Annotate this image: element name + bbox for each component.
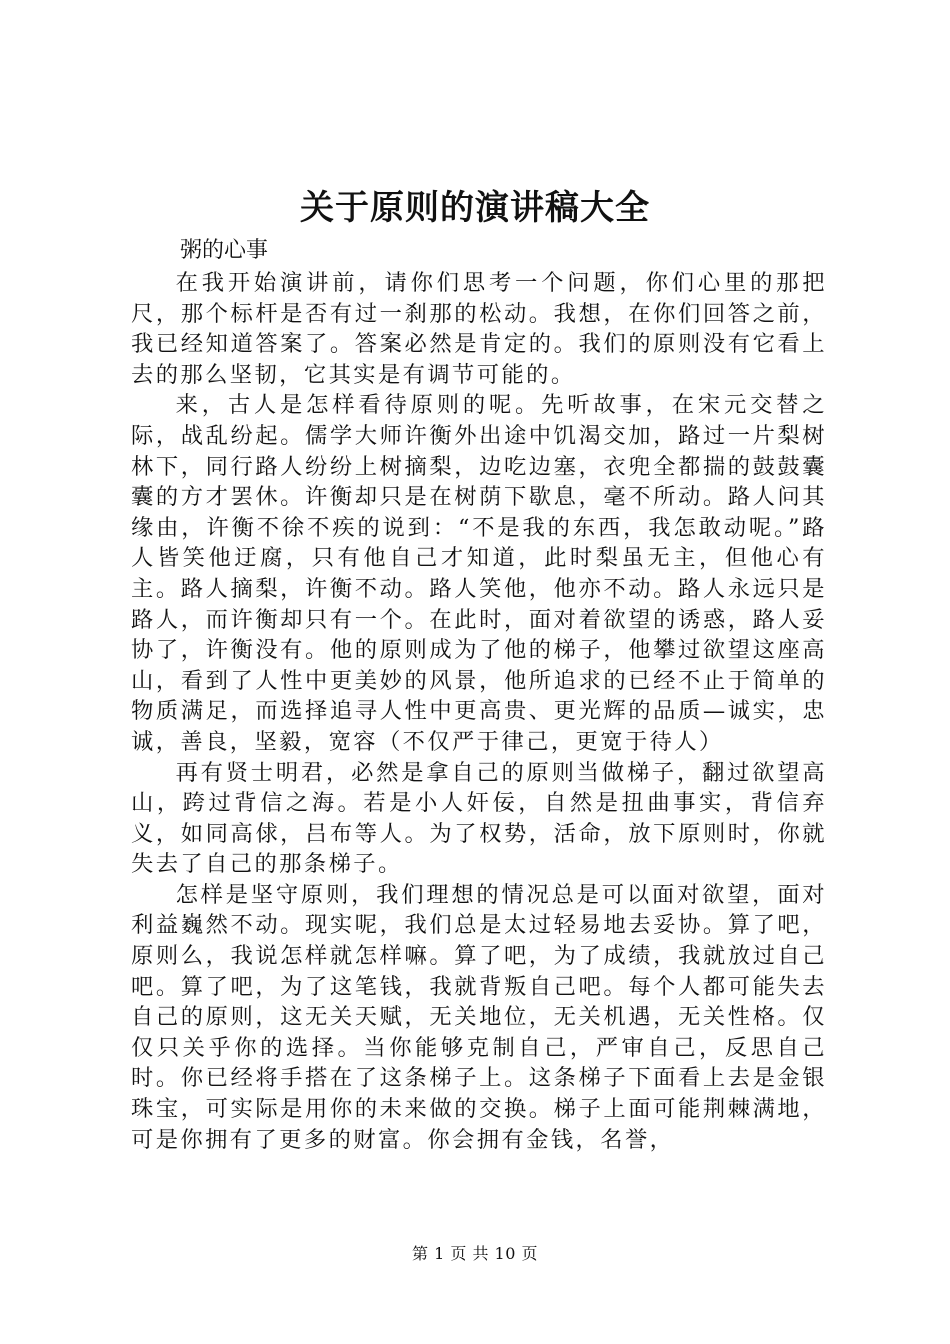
paragraph: 在我开始演讲前，请你们思考一个问题，你们心里的那把尺，那个标杆是否有过一刹那的松动。我想，在你们回答之前，我已经知道答案了。答案必然是肯定的。我们的原则没有它看上去的那么坚韧，它其实是有调节可能的。 xyxy=(131,270,827,388)
document-subtitle: 粥的心事 xyxy=(180,238,269,263)
paragraph: 来，古人是怎样看待原则的呢。先听故事，在宋元交替之际，战乱纷起。儒学大师许衡外出途中饥渴交加，路过一片梨树林下，同行路人纷纷上树摘梨，边吃边塞，衣兜全都揣的鼓鼓囊囊的方才罢休。许衡却只是在树荫下歇息，毫不所动。路人问其缘由，许衡不徐不疾的说到：“不是我的东西，我怎敢动呢。”路人皆笑他迂腐，只有他自己才知道，此时梨虽无主，但他心有主。路人摘梨，许衡不动。路人笑他，他亦不动。路人永远只是路人，而许衡却只有一个。在此时，面对着欲望的诱惑，路人妥协了，许衡没有。他的原则成为了他的梯子，他攀过欲望这座高山，看到了人性中更美妙的风景，他所追求的已经不止于简单的物质满足，而选择追寻人性中更高贵、更光辉的品质—诚实，忠诚，善良，坚毅，宽容（不仅严于律己，更宽于待人） xyxy=(131,392,827,755)
page-number-footer: 第 1 页 共 10 页 xyxy=(412,1244,538,1263)
paragraph: 再有贤士明君，必然是拿自己的原则当做梯子，翻过欲望高山，跨过背信之海。若是小人奸佞，自然是扭曲事实，背信弃义，如同高俅，吕布等人。为了权势，活命，放下原则时，你就失去了自己的那条梯子。 xyxy=(131,759,827,878)
document-body xyxy=(131,268,827,1155)
document-title: 关于原则的演讲稿大全 xyxy=(300,188,650,228)
paragraph: 怎样是坚守原则，我们理想的情况总是可以面对欲望，面对利益巍然不动。现实呢，我们总是太过轻易地去妥协。算了吧，原则么，我说怎样就怎样嘛。算了吧，为了成绩，我就放过自己吧。算了吧，为了这笔钱，我就背叛自己吧。每个人都可能失去自己的原则，这无关天赋，无关地位，无关机遇，无关性格。仅仅只关乎你的选择。当你能够克制自己，严审自己，反思自己时。你已经将手搭在了这条梯子上。这条梯子下面看上去是金银珠宝，可实际是用你的未来做的交换。梯子上面可能荆棘满地，可是你拥有了更多的财富。你会拥有金钱，名誉， xyxy=(131,881,827,1153)
